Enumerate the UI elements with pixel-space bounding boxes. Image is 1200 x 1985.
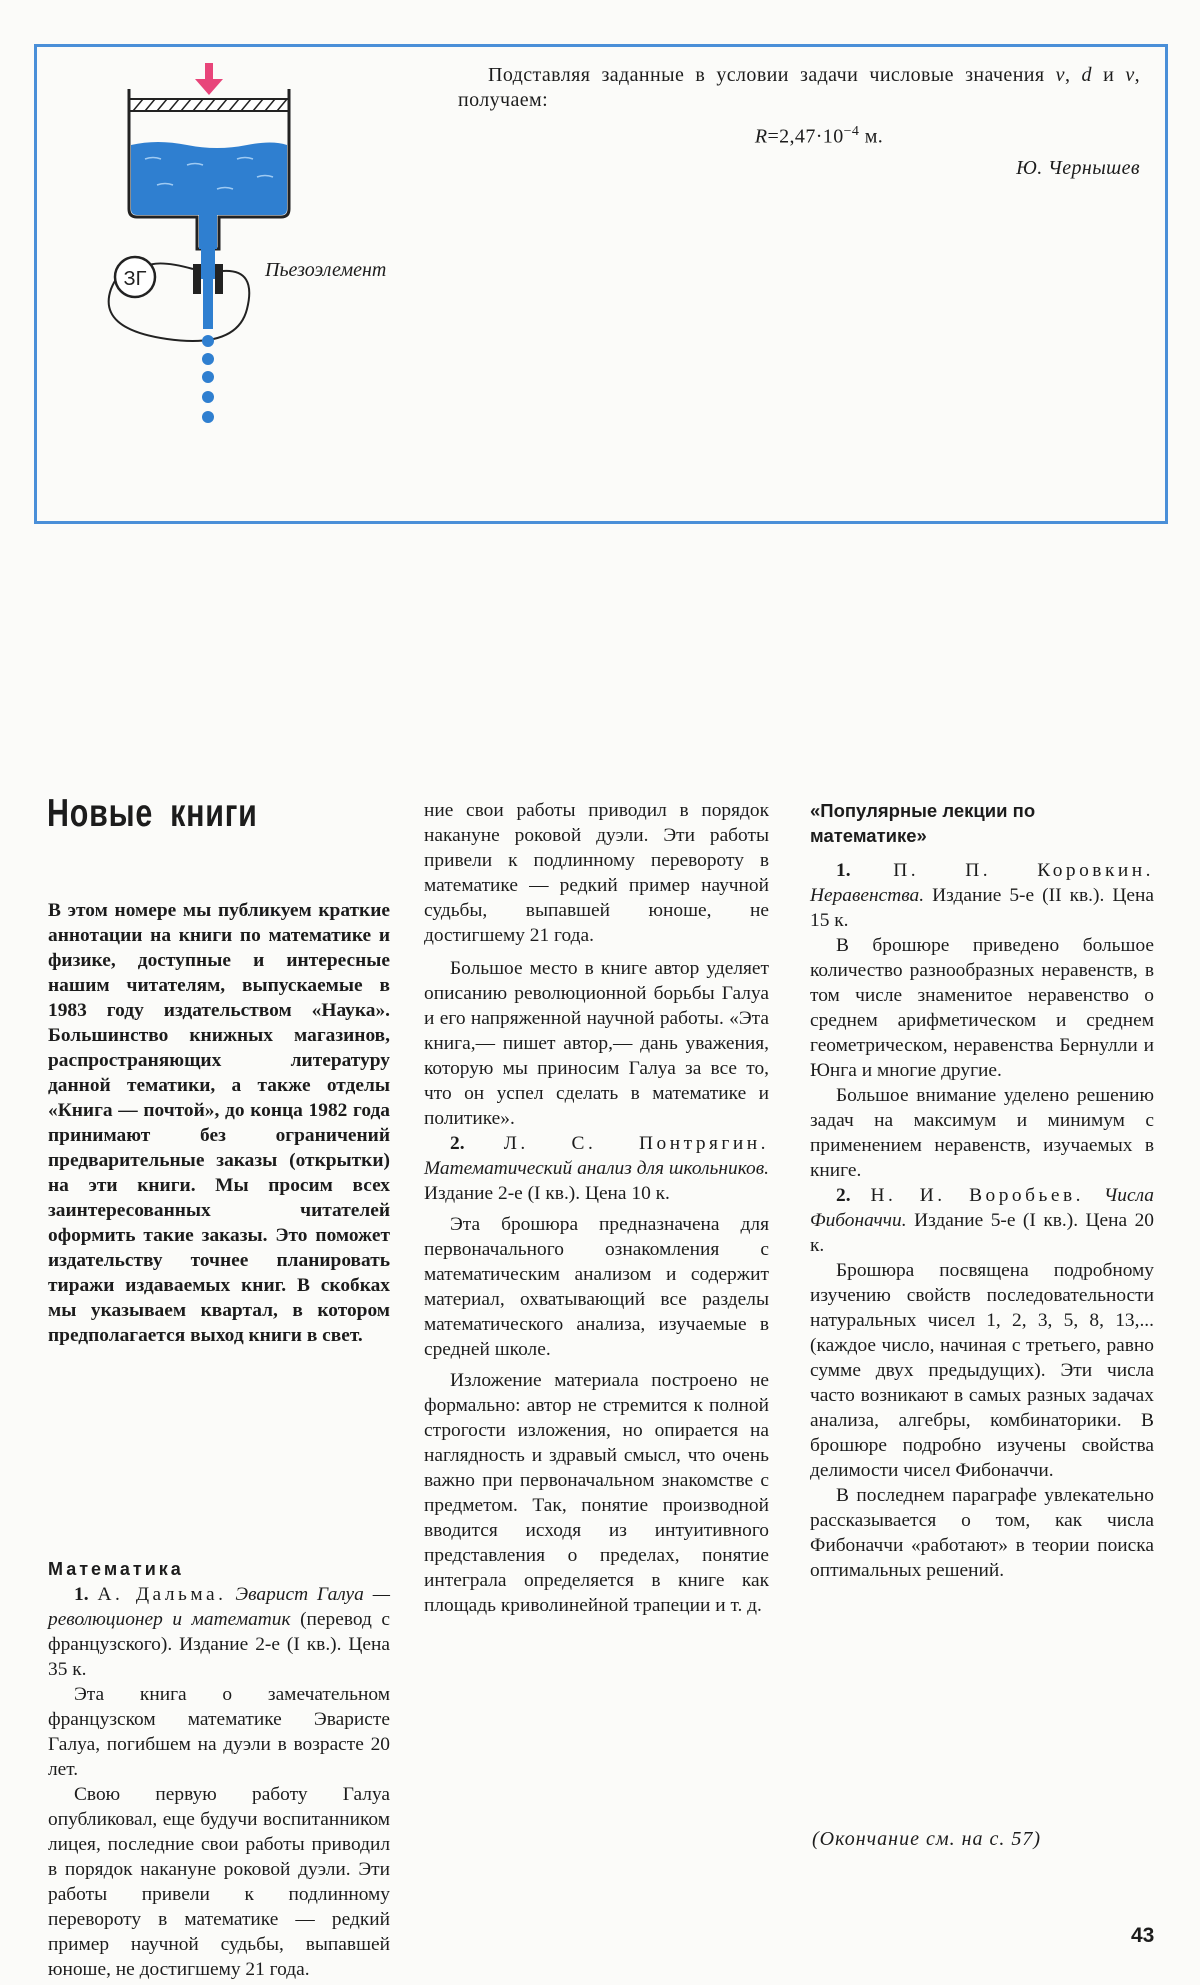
book-author: Н. И. Воробьев. xyxy=(870,1185,1084,1206)
nozzle xyxy=(193,249,223,329)
lecture-1-paragraph: В брошюре приведено большое количество разнообразных неравенств, в том числе знаменитое неравенство о среднем арифметическом и среднем геометрическом, неравенства Бернулли и Юнга и многие другие. xyxy=(810,935,1154,1081)
solution-sentence xyxy=(458,63,1140,113)
continuation-note: (Окончание см. на с. 57) xyxy=(812,1828,1042,1850)
lecture-1-paragraph: Большое внимание уделено решению задач на максимум и минимум с применением неравенств, изучаемых в книге. xyxy=(810,1085,1154,1181)
book-number: 1. xyxy=(836,860,851,881)
sentence-text: Подставляя заданные в условии задачи числовые значения xyxy=(488,64,1045,86)
solution-text xyxy=(458,63,1140,181)
formula-unit: м. xyxy=(859,125,884,148)
book-details: (перевод с французского). Издание 2-е (I кв.). Цена 35 к. xyxy=(48,1609,390,1680)
book-title: Математический анализ для школьников. xyxy=(424,1158,769,1179)
book-title: Числа Фибоначчи. xyxy=(810,1185,1154,1231)
sep: , xyxy=(1064,64,1071,86)
book-author: А. Дальма. xyxy=(97,1584,227,1605)
page-number: 43 xyxy=(1131,1924,1155,1947)
book-1-paragraph: Свою первую работу Галуа опубликовал, еще будучи воспитанником лицея, последние свои работы приводил в порядок накануне роковой дуэли. Эти работы привели к подлинному перевороту в математике — редкий пример научной судьбы, выпавшей юноше, не достигшему 21 года. xyxy=(48,1784,390,1980)
book-1-paragraph-continued: ние свои работы приводил в порядок накануне роковой дуэли. Эти работы привели к подлинному перевороту в математике — редкий пример научной судьбы, выпавшей юноше, не достигшему 21 года. xyxy=(424,800,769,946)
book-number: 1. xyxy=(74,1584,89,1605)
column-1 xyxy=(48,1557,390,1980)
article-heading: Новые книги xyxy=(47,792,258,835)
book-entry-2 xyxy=(424,1131,769,1206)
column-2 xyxy=(424,798,769,1618)
formula-exponent: −4 xyxy=(843,124,860,139)
sentence-tail: , получаем: xyxy=(458,64,1141,111)
pressure-arrow-icon xyxy=(195,63,223,95)
book-author: Л. С. Понтрягин. xyxy=(503,1133,769,1154)
book-details: Издание 2-е (I кв.). Цена 10 к. xyxy=(424,1183,670,1204)
section-title-math: Математика xyxy=(48,1559,184,1579)
generator xyxy=(115,257,155,297)
lecture-2-paragraph: Брошюра посвящена подробному изучению свойств последовательности натуральных чисел 1, 2, 3, 5, 8, 13,... (каждое число, начиная с третьего, равно сумме двух предыдущих). Эти числа часто возникают в самых разных задачах анализа, алгебры, комбинаторики. В брошюре подробно изучены свойства делимости чисел Фибоначчи. xyxy=(810,1260,1154,1481)
book-1-paragraph: Большое место в книге автор уделяет описанию революционной борьбы Галуа и его напряженной научной работы. «Эта книга,— пишет автор,— дань уважения, которую мы приносим Галуа за все то, что он успел сделать в математике и политике». xyxy=(424,958,769,1129)
droplets xyxy=(202,335,214,423)
formula-rhs: =2,47·10 xyxy=(767,125,844,148)
generator-label: ЗГ xyxy=(123,268,147,290)
book-number: 2. xyxy=(450,1133,465,1154)
var-d: d xyxy=(1081,64,1092,86)
book-details: Издание 5-е (II кв.). Цена 15 к. xyxy=(810,885,1154,931)
figure-box xyxy=(34,44,1168,524)
conj: и xyxy=(1103,64,1115,86)
book-number: 2. xyxy=(836,1185,851,1206)
lecture-2-paragraph: В последнем параграфе увлекательно рассказывается о том, как числа Фибоначчи «работают» в теории поиска оптимальных решений. xyxy=(810,1485,1154,1581)
series-title: «Популярные лекции по математике» xyxy=(810,800,1036,846)
book-title: Неравенства. xyxy=(810,885,925,906)
formula-lhs: R xyxy=(754,125,768,148)
liquid-vessel xyxy=(129,89,289,249)
book-entry-1 xyxy=(48,1582,390,1682)
solution-author: Ю. Чернышев xyxy=(1016,156,1140,179)
book-author: П. П. Коровкин. xyxy=(893,860,1154,881)
book-details: Издание 5-е (I кв.). Цена 20 к. xyxy=(810,1210,1154,1256)
book-2-paragraph: Эта брошюра предназначена для первоначального ознакомления с математическим анализом и содержит материал, охватывающий все разделы математического анализа, изучаемые в средней школе. xyxy=(424,1214,769,1360)
intro-paragraph: В этом номере мы публикуем краткие аннотации на книги по математике и физике, доступные и интересные нашим читателям, выпускаемые в 1983 году издательством «Наука». Большинство книжных магазинов, распространяющих литературу данной тематики, а также отделы «Книга — почтой», до конца 1982 года принимают без ограничений предварительные заказы (открытки) на эти книги. Мы просим всех заинтересованных читателей оформить такие заказы. Это поможет издательству точнее планировать тиражи издаваемых книг. В скобках мы указываем квартал, в котором предполагается выход книги в свет. xyxy=(48,900,390,1346)
book-title: Эварист Галуа — революционер и математик xyxy=(48,1584,390,1630)
var-v: v xyxy=(1055,64,1065,86)
lecture-entry-1 xyxy=(810,858,1154,933)
piezo-label: Пьезоэлемент xyxy=(265,259,387,281)
book-2-paragraph: Изложение материала построено не формально: автор не стремится к полной строгости изложения, но опирается на наглядность и здравый смысл, что очень важно при первоначальном знакомстве с предметом. Так, понятие производной вводится исходя из интуитивного представления о пределах, понятие интеграла определяется в книге как площадь криволинейной трапеции и т. д. xyxy=(424,1370,769,1616)
lecture-entry-2 xyxy=(810,1183,1154,1258)
piston xyxy=(129,99,289,111)
var-nu: ν xyxy=(1125,64,1135,86)
result-formula xyxy=(458,119,1140,150)
book-1-paragraph: Эта книга о замечательном французском математике Эваристе Галуа, погибшем на дуэли в возрасте 20 лет. xyxy=(48,1684,390,1780)
column-3 xyxy=(810,798,1154,1583)
